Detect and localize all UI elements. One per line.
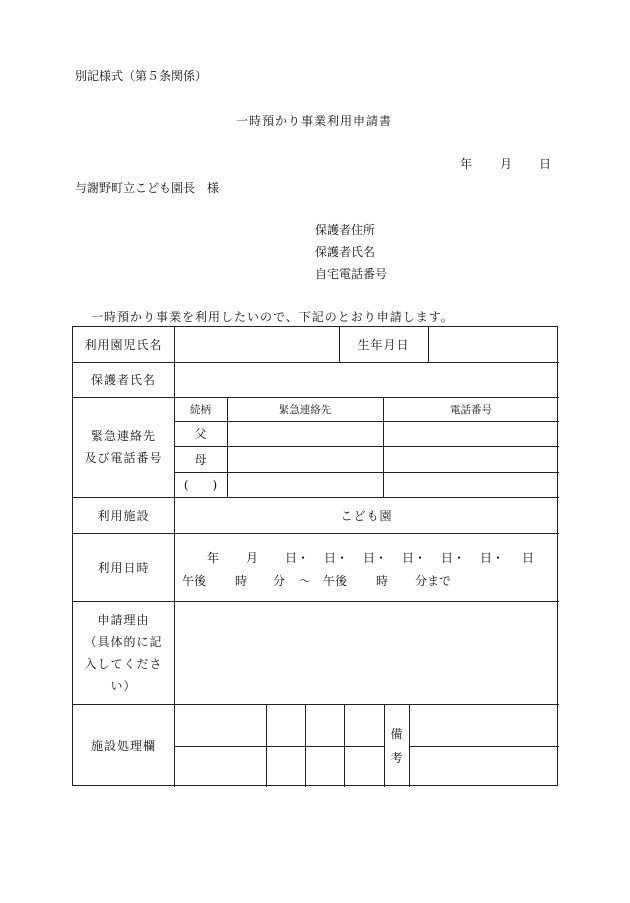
applicant-address-label: 保護者住所	[315, 223, 376, 237]
column-divider	[344, 704, 345, 787]
date-day-unit: 日・	[324, 551, 349, 565]
time-pm-end: 午後	[323, 574, 348, 588]
mother-contact-field[interactable]	[227, 446, 383, 472]
date-day-unit: 日・	[402, 551, 427, 565]
row-divider	[174, 746, 384, 747]
column-divider	[266, 704, 267, 787]
child-name-label: 利用園児氏名	[84, 338, 163, 352]
guardian-name-field[interactable]	[174, 362, 559, 397]
date-year-unit: 年	[207, 551, 220, 565]
reason-field[interactable]	[174, 601, 559, 704]
time-hour-unit: 時	[376, 574, 389, 588]
date-month: 月	[500, 157, 513, 171]
date-day-unit: 日	[522, 551, 535, 565]
time-range-tilde: ～	[299, 574, 312, 588]
addressee: 与謝野町立こども園長 様	[75, 181, 220, 195]
processing-label: 施設処理欄	[90, 739, 156, 753]
intro-text: 一時預かり事業を利用したいので、下記のとおり申請します。	[91, 310, 454, 324]
relation-father: 父	[194, 427, 207, 441]
page-title: 一時預かり事業利用申請書	[236, 114, 393, 128]
birthdate-field[interactable]	[428, 327, 559, 362]
time-minute-unit: 分	[273, 574, 286, 588]
datetime-label: 利用日時	[97, 560, 150, 575]
remarks-label	[384, 704, 409, 787]
column-divider	[305, 704, 306, 787]
relation-mother: 母	[194, 452, 207, 467]
father-contact-field[interactable]	[227, 421, 383, 446]
date-day-unit: 日・	[363, 551, 388, 565]
date-month-unit: 月	[246, 551, 259, 565]
reason-label	[73, 601, 174, 704]
facility-value: こども園	[340, 508, 393, 523]
reason-label-line: い）	[110, 678, 137, 693]
date-year: 年	[460, 157, 473, 171]
date-day-unit: 日・	[441, 551, 466, 565]
time-until-unit: 分まで	[415, 574, 452, 588]
time-pm-start: 午後	[182, 574, 207, 588]
mother-phone-field[interactable]	[383, 446, 559, 472]
guardian-name-label: 保護者氏名	[90, 373, 156, 387]
reason-label-line: （具体的に記	[84, 634, 163, 649]
other-phone-field[interactable]	[383, 472, 559, 497]
reason-label-line: 入してくださ	[84, 656, 163, 671]
remarks-field[interactable]	[409, 704, 559, 787]
facility-label: 利用施設	[97, 508, 150, 523]
phone-number-header: 電話番号	[450, 403, 492, 416]
remarks-label-char: 備	[390, 726, 403, 741]
annex-label: 別記様式（第５条関係）	[75, 69, 208, 83]
applicant-phone-label: 自宅電話番号	[315, 267, 388, 281]
relation-other[interactable]: ( )	[183, 478, 218, 492]
application-form	[72, 326, 558, 786]
emergency-contact-label	[73, 397, 174, 497]
child-name-field[interactable]	[174, 327, 339, 362]
emergency-label-line: 及び電話番号	[84, 451, 163, 465]
time-hour-unit: 時	[235, 574, 248, 588]
emergency-label-line: 緊急連絡先	[90, 429, 156, 443]
birthdate-label: 生年月日	[357, 338, 410, 352]
applicant-name-label: 保護者氏名	[315, 245, 376, 259]
emergency-contact-header: 緊急連絡先	[278, 403, 332, 416]
date-day: 日	[539, 157, 552, 171]
father-phone-field[interactable]	[383, 421, 559, 446]
other-contact-field[interactable]	[227, 472, 383, 497]
date-day-unit: 日・	[285, 551, 310, 565]
reason-label-line: 申請理由	[97, 612, 150, 627]
relation-header: 続柄	[190, 403, 211, 416]
date-day-unit: 日・	[480, 551, 505, 565]
remarks-label-char: 考	[390, 750, 403, 765]
